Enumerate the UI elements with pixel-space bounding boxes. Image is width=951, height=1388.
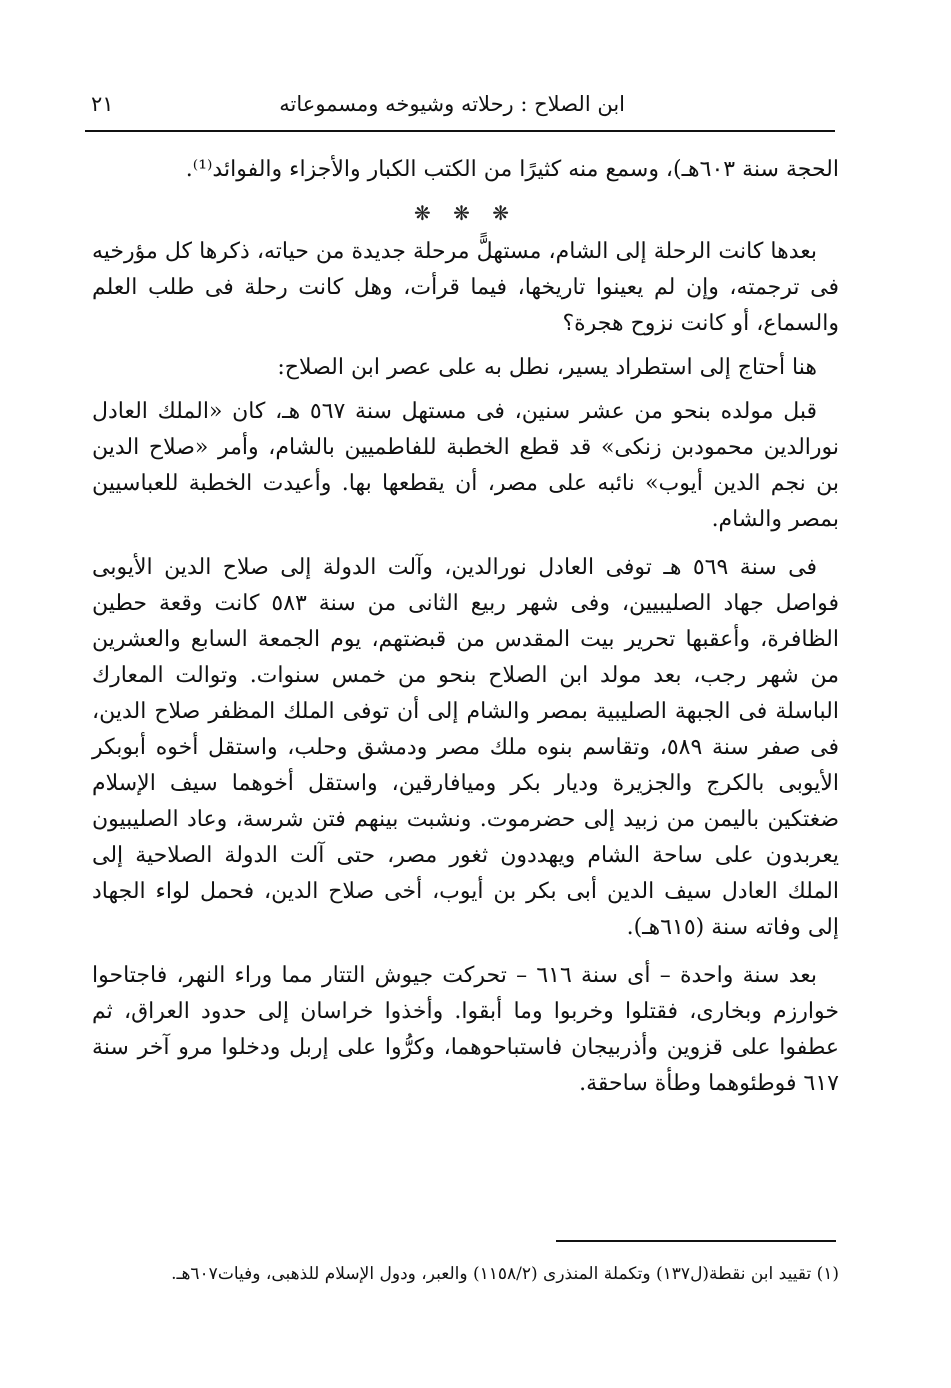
paragraph: هنا أحتاج إلى استطراد يسير، نطل به على عصر ابن الصلاح:	[277, 355, 817, 380]
paragraph: فى سنة ٥٦٩ هـ توفى العادل نورالدين، وآلت الدولة إلى صلاح الدين الأيوبى فواصل جهاد الصليبيين، وفى شهر ربيع الثانى من سنة ٥٨٣ كانت وقعة حطين الظافرة، وأعقبها تحرير بيت المقدس من قبضتهم، يوم الجمعة السابع والعشرين من شهر رجب، بعد مولد ابن الصلاح بنحو من خمس سنوات. وتوالت المعارك الباسلة فى الجبهة الصليبية بمصر والشام إلى أن توفى الملك المظفر صلاح الدين، فى صفر سنة ٥٨٩، وتقاسم بنوه ملك مصر ودمشق وحلب، واستقل أخوه أبوبكر الأيوبى بالكرج والجزيرة وديار بكر وميافارقين، واستقل أخوهما سيف الإسلام ضغتكين باليمن من زبيد إلى حضرموت. ونشبت بينهم فتن شرسة، وعاد الصليبيون يعربدون على ساحة الشام ويهددون ثغور مصر، حتى آلت الدولة الصلاحية إلى الملك العادل سيف الدين أبى بكر بن أيوب، أخى صلاح الدين، فحمل لواء الجهاد إلى وفاته سنة (٦١٥هـ).	[92, 555, 839, 940]
header-rule	[85, 130, 835, 132]
running-header	[85, 88, 835, 124]
footnote-rule	[556, 1240, 836, 1242]
paragraph: بعدها كانت الرحلة إلى الشام، مستهلًّ مرحلة جديدة من حياته، ذكرها كل مؤرخيه فى ترجمته، وإن لم يعينوا تاريخها، فيما قرأت، وهل كانت رحلة فى طلب العلم والسماع، أو كانت نزوح هجرة؟	[92, 239, 839, 336]
running-title: ابن الصلاح : رحلاته وشيوخه ومسموعاته	[279, 92, 625, 116]
paragraph-continuation: الحجة سنة ٦٠٣هـ)، وسمع منه كثيرًا من الكتب الكبار والأجزاء والفوائد⁽¹⁾.	[185, 157, 839, 182]
section-separator: ❋ ❋ ❋	[414, 201, 517, 225]
page-number: ٢١	[91, 92, 114, 116]
paragraph: قبل مولده بنحو من عشر سنين، فى مستهل سنة ٥٦٧ هـ، كان «الملك العادل نورالدين محمودبن زنكى» قد قطع الخطبة للفاطميين بالشام، وأمر «صلاح الدين بن نجم الدين أيوب» نائبه على مصر، أن يقطعها بها. وأعيدت الخطبة للعباسيين بمصر والشام.	[92, 399, 839, 532]
main-text	[92, 152, 839, 1102]
footnote: (١) تقييد ابن نقطة(ل١٣٧) وتكملة المنذرى (١١٥٨/٢) والعبر، ودول الإسلام للذهبى، وفيات٦٠٧هـ.	[171, 1264, 839, 1284]
paragraph: بعد سنة واحدة – أى سنة ٦١٦ – تحركت جيوش التتار مما وراء النهر، فاجتاحوا خوارزم وبخارى، فقتلوا وخربوا وما أبقوا. وأخذوا خراسان إلى حدود العراق، ثم عطفوا على قزوين وأذربيجان فاستباحوهما، وكرُّوا على إربل ودخلوا مرو آخر سنة ٦١٧ فوطئوهما وطأة ساحقة.	[92, 963, 839, 1096]
